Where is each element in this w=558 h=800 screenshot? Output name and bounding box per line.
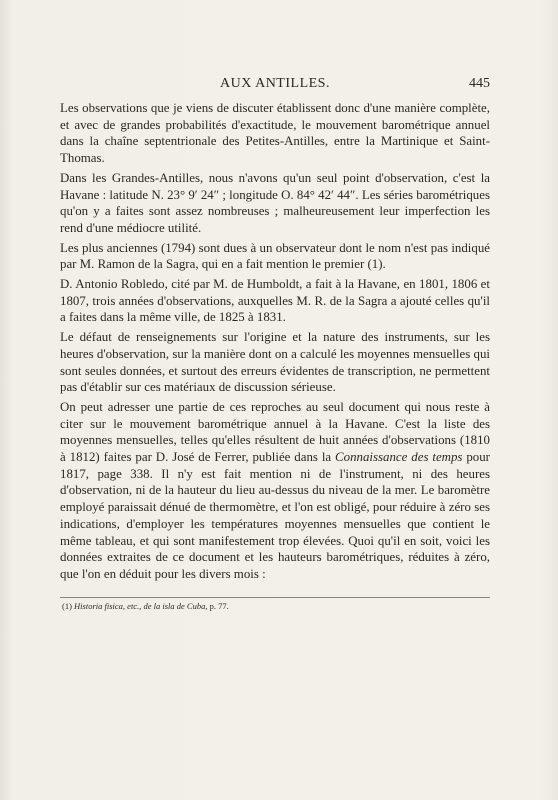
paragraph-4: D. Antonio Robledo, cité par M. de Humboldt, a fait à la Havane, en 1801, 1806 et 1807, trois années d'observations, auxquelles M. R. de la Sagra a ajouté celles qu'il a faites dans la même ville, de 1825 à 1831. (60, 277, 490, 325)
footnote-rule (60, 597, 490, 598)
paragraph-3: Les plus anciennes (1794) sont dues à un observateur dont le nom n'est pas indiqué par M. Ramon de la Sagra, qui en a fait mention le premier (1). (60, 240, 490, 272)
paragraph-5: Le défaut de renseignements sur l'origine et la nature des instruments, sur les heures d'observation, sur la manière dont on a calculé les moyennes mensuelles qui sont seules données, et surtout des erreurs évidentes de transcription, ne permettent pas d'établir sur ces matériaux de discussion sérieuse. (60, 330, 490, 395)
paragraph-6-part-b: pour 1817, page 338. Il n'y est fait mention ni de l'instrument, ni des heures d'observation, ni de la hauteur du lieu au-dessus du niveau de la mer. Le baromètre employé paraissait dénué de thermomètre, et l'on est obligé, pour réduire à zéro ses indications, d'employer les températures moyennes mensuelles que contient le même tableau, et qui sont manifestement trop élevées. Quoi qu'il en soit, voici les données extraites de ce document et les hauteurs barométriques, réduites à zéro, que l'on en déduit pour les divers mois : (60, 450, 490, 581)
paragraph-1: Les observations que je viens de discuter établissent donc d'une manière complète, et avec de grandes probabilités d'exactitude, le mouvement barométrique annuel dans la chaîne septentrionale des Petites-Antilles, entre la Martinique et Saint-Thomas. (60, 101, 490, 166)
journal-title: Connaissance des temps (335, 450, 463, 465)
paragraph-2: Dans les Grandes-Antilles, nous n'avons qu'un seul point d'observation, c'est la Havane : latitude N. 23° 9′ 24″ ; longitude O. 84° 42′ 44″. Les séries barométriques qu'on y a faites sont assez nombreuses ; malheureusement leur imperfection les rend d'une médiocre utilité. (60, 170, 490, 235)
footnote (62, 601, 229, 612)
paragraph-6 (60, 399, 490, 583)
footnote-source: Historia fisica, etc., de la isla de Cuba (74, 601, 206, 611)
body-text (60, 100, 490, 583)
paragraph-6-part-a: On peut adresser une partie de ces reproches au seul document qui nous reste à citer sur le mouvement barométrique annuel à la Havane. C'est la liste des moyennes mensuelles, telles qu'elles résultent de huit années d'observations (1810 à 1812) faites par D. José de Ferrer, publiée dans la (60, 399, 490, 465)
page-header (60, 76, 490, 94)
footnote-marker: (1) (62, 601, 72, 611)
page-number: 445 (469, 76, 490, 91)
running-head: AUX ANTILLES. (220, 76, 330, 91)
footnote-page: , p. 77. (205, 601, 229, 611)
